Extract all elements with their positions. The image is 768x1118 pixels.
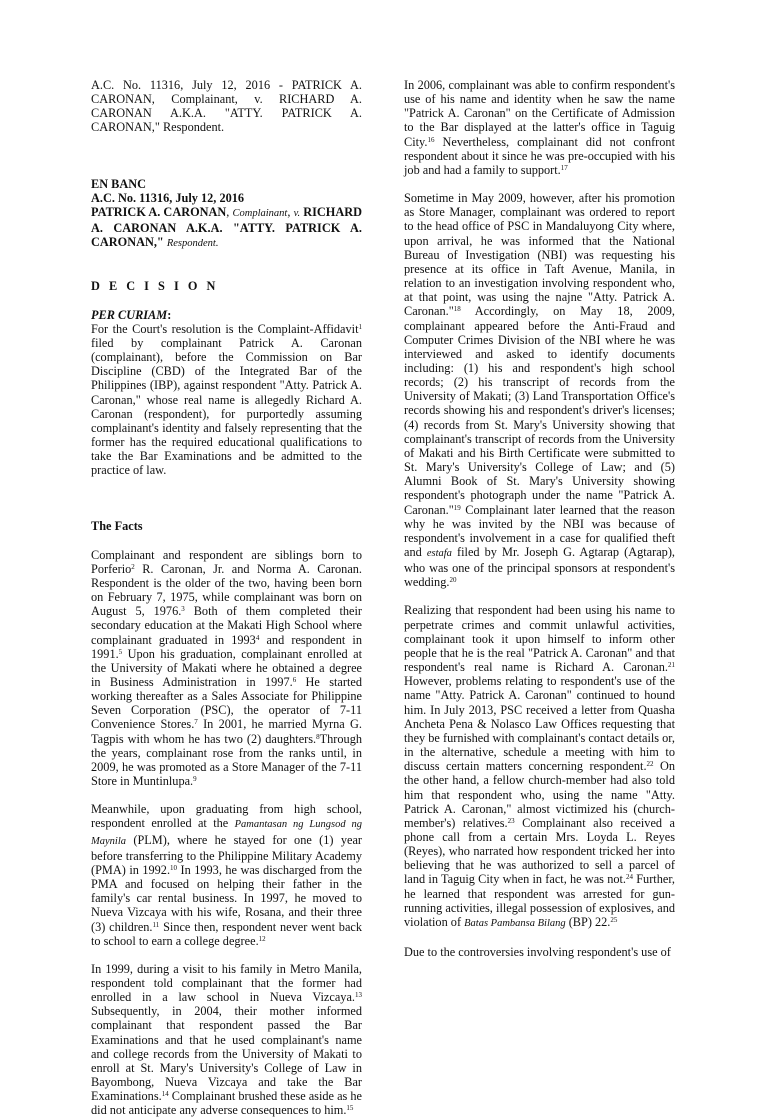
paragraph-6: Sometime in May 2009, however, after his promotion as Store Manager, complainant was ordered to report to the head office of PSC in Mandaluyong City where, upon arrival, he was informed that the National Bureau of Investigation (NBI) was requesting his presence at its office in Taft Avenue, Manila, in relation to an investigation involving respondent who, at that point, was using the najne "Atty. Patrick A. Caronan."$^{18}$ Accordingly, on May 18, 2009, complainant appeared before the Anti-Fraud and Computer Crimes Division of the NBI where he was interviewed and asked to identify documents including: (1) his and respondent's high school records; (2) his transcript of records from the University of Makati; (3) Land Transportation Office's records showing his and respondent's driver's licenses; (4) records from St. Mary's University showing that complainant's transcript of records from the University of Makati and his Birth Certificate were submitted to St. Mary's University's College of Law; and (5) Alumni Book of St. Mary's University showing respondent's photograph under the name "Patrick A. Caronan."$^{19}$ Complainant later learned that the reason why he was invited by the NBI was because of respondent's involvement in a case for qualified theft and estafa filed by Mr. Joseph G. Agtarap (Agtarap), who was one of the principal sponsors at respondent's wedding.$^{20}$ (404, 191, 675, 590)
footnote-ref[interactable]: 8 (316, 732, 320, 741)
footnote-ref[interactable]: 10 (170, 863, 178, 872)
footnote-ref[interactable]: 7 (194, 718, 198, 727)
respondent-role: Respondent. (166, 238, 219, 250)
footnote-ref[interactable]: 2 (131, 562, 135, 571)
complainant-name: PATRICK A. CARONAN (91, 204, 227, 219)
footnote-ref[interactable]: 3 (181, 605, 185, 614)
en-banc-label: EN BANC (91, 176, 146, 191)
paragraph-2: Complainant and respondent are siblings born to Porferio$^2$ R. Caronan, Jr. and Norma A. Caronan. Respondent is the older of the two, having been born on February 7, 1975, while complainant was born on August 5, 1976.$^3$ Both of them completed their secondary education at the Makati High School where complainant graduated in 1993$^4$ and respondent in 1991.$^5$ Upon his graduation, complainant enrolled at the University of Makati where he obtained a degree in Business Administration in 1997.$^6$ He started working thereafter as a Sales Associate for Philippine Seven Corporation (PSC), the operator of 7-11 Convenience Stores.$^7$ In 2001, he married Myrna G. Tagpis with whom he has two (2) daughters.$^8$Through the years, complainant rose from the ranks until, in 2009, he was promoted as a Store Manager of the 7-11 Store in Muntinlupa.$^9$ (91, 547, 363, 789)
estafa-term: estafa (426, 548, 452, 559)
paragraph-5: In 2006, complainant was able to confirm respondent's use of his name and identity when he saw the name "Patrick A. Caronan" on the Certificate of Admission to the Bar displayed at the latter's office in Taguig City.$^{16}$ Nevertheless, complainant did not confront respondent about it since he was pre-occupied with his job and had a family to support.$^{17}$ (404, 78, 675, 177)
footnote-ref[interactable]: 22 (646, 760, 654, 769)
bp-term: Batas Pambansa Bilang (464, 917, 566, 929)
per-curiam-line: PER CURIAM: (91, 307, 172, 322)
footnote-ref[interactable]: 6 (292, 676, 297, 684)
footnote-ref[interactable]: 5 (118, 647, 123, 656)
case-number: A.C. No. 11316, July 12, 2016 (91, 190, 245, 205)
case-parties: PATRICK A. CARONAN, Complainant, v. RICHARD A. CARONAN A.K.A. "ATTY. PATRICK A. CARONAN," Respondent. (91, 204, 362, 250)
paragraph-7: Realizing that respondent had been using his name to perpetrate crimes and commit unlawful activities, complainant took it upon himself to inform other people that he is the real "Patrick A. Caronan" and that respondent's real name is Richard A. Caronan.$^{21}$ However, problems relating to respondent's use of the name "Atty. Patrick A. Caronan" continued to hound him. In July 2013, PSC received a letter from Quasha Ancheta Pena & Nolasco Law Offices requesting that they be furnished with complainant's contact details or, in the alternative, schedule a meeting with him to discuss certain matters concerning respondent.$^{22}$ On the other hand, a fellow church-member had also told him that respondent who, using the name "Atty. Patrick A. Caronan," almost victimized his (church-member's) relatives.$^{23}$ Complainant also received a phone call from a certain Mrs. Loyda L. Reyes (Reyes), who narrated how respondent tricked her into believing that he was authorized to sell a parcel of land in Taguig City when in fact, he was not.$^{24}$ Further, he learned that respondent was arrested for gun-running activities, illegal possession of explosives, and violation of Batas Pambansa Bilang (BP) 22.25 (404, 603, 676, 929)
footnote-ref[interactable]: 14 (161, 1090, 169, 1099)
footnote-ref[interactable]: 16 (427, 135, 435, 144)
footnote-ref[interactable]: 25 (610, 915, 618, 924)
footnote-ref[interactable]: 19 (453, 503, 461, 512)
footnote-ref[interactable]: 21 (668, 661, 675, 670)
respondent-name: RICHARD A. CARONAN A.K.A. "ATTY. PATRICK A. CARONAN," (91, 204, 362, 250)
paragraph-4: In 1999, during a visit to his family in Metro Manila, respondent told complainant that the former had enrolled in a law school in Nueva Vizcaya.$^{13}$ Subsequently, in 2004, their mother informed complainant that respondent passed the Bar Examinations and that he used complainant's name and college records from the University of Makati to enroll at St. Mary's University's College of Law in Bayombong, Nueva Vizcaya and take the Bar Examinations.$^{14}$ Complainant brushed these aside as he did not anticipate any adverse consequences to him.$^{15}$ (91, 961, 362, 1118)
paragraph-1: For the Court's resolution is the Complaint-Affidavit$^1$ filed by complainant Patrick A. Caronan (complainant), before the Commission on Bar Discipline (CBD) of the Integrated Bar of the Philippines (IBP), against respondent "Atty. Patrick A. Caronan," whose real name is allegedly Richard A. Caronan (respondent), for purportedly assuming complainant's identity and falsely representing that the former has the required educational qualifications to take the Bar Examinations and be admitted to the practice of law. (91, 321, 362, 478)
footnote-ref[interactable]: 4 (255, 633, 260, 642)
per-curiam-label: PER CURIAM (91, 307, 168, 322)
footnote-ref[interactable]: 13 (355, 991, 362, 1000)
footnote-ref[interactable]: 12 (258, 934, 266, 943)
decision-heading: D E C I S I O N (91, 279, 219, 294)
plm-name: Pamantasan ng Lungsod ng Maynila (91, 819, 362, 847)
footnote-ref[interactable]: 17 (560, 163, 568, 172)
footnote-ref[interactable]: 15 (346, 1104, 354, 1113)
complainant-role: Complainant (232, 207, 288, 219)
right-column (404, 78, 675, 959)
paragraph-8: Due to the controversies involving respondent's use of (404, 945, 671, 960)
left-column (91, 78, 362, 1118)
footnote-ref[interactable]: 23 (507, 816, 515, 825)
facts-heading: The Facts (91, 519, 143, 534)
footnote-ref[interactable]: 18 (453, 305, 461, 314)
footnote-ref[interactable]: 1 (358, 322, 362, 331)
footnote-ref[interactable]: 20 (449, 576, 457, 585)
footnote-ref[interactable]: 9 (193, 775, 197, 784)
footnote-ref[interactable]: 24 (625, 873, 633, 882)
case-caption: A.C. No. 11316, July 12, 2016 - PATRICK A. CARONAN, Complainant, v. RICHARD A. CARONAN A.K.A. "ATTY. PATRICK A. CARONAN," Respondent. (91, 78, 362, 135)
footnote-ref[interactable]: 11 (152, 920, 160, 929)
versus-label: v. (293, 207, 301, 219)
paragraph-3: Meanwhile, upon graduating from high school, respondent enrolled at the Pamantasan ng Lungsod ng Maynila (PLM), where he stayed for one (1) year before transferring to the Philippine Military Academy (PMA) in 1992.10 In 1993, he was discharged from the PMA and focused on helping their father in the family's car rental business. In 1997, he moved to Nueva Vizcaya with his wife, Rosana, and their three (3) children.$^{11}$ Since then, respondent never went back to school to earn a college degree.$^{12}$ (91, 802, 363, 948)
